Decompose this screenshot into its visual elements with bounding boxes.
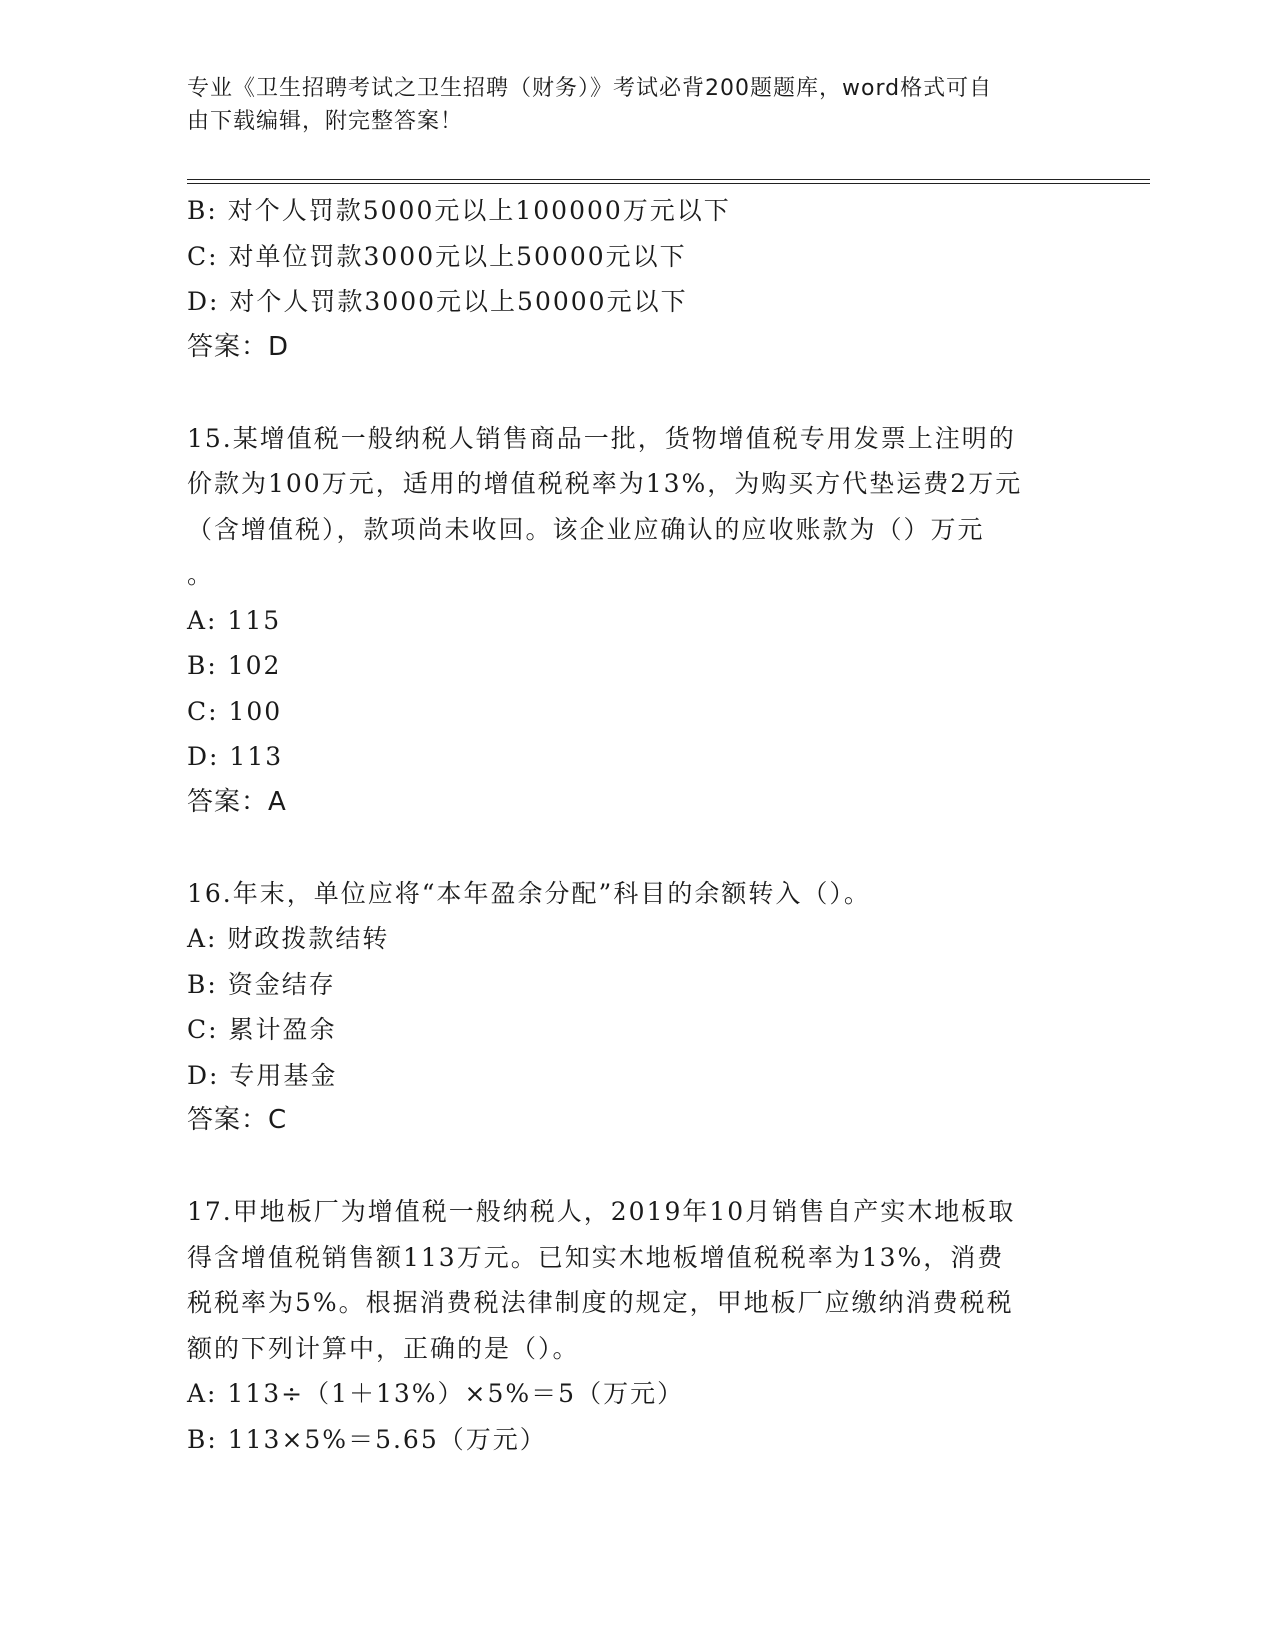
question-text-line: 额的下列计算中，正确的是（）。 xyxy=(187,1333,580,1363)
option-a: A: 财政拨款结转 xyxy=(187,924,390,953)
question-text-line: 17.甲地板厂为增值税一般纳税人，2019年10月销售自产实木地板取 xyxy=(187,1197,1016,1226)
question-text-line: 价款为100万元，适用的增值税税率为13%，为购买方代垫运费2万元 xyxy=(187,469,1023,498)
header-line-2: 由下载编辑，附完整答案！ xyxy=(187,109,464,134)
spacer xyxy=(187,825,1087,871)
answer: 答案：C xyxy=(187,1105,288,1135)
header-line-1: 专业《卫生招聘考试之卫生招聘（财务）》考试必背200题题库，word格式可自 xyxy=(187,76,993,101)
option-a: A: 113÷（1＋13%）×5%＝5（万元） xyxy=(187,1379,685,1408)
question-text-line: 16.年末，单位应将“本年盈余分配”科目的余额转入（）。 xyxy=(187,878,871,908)
question-15 xyxy=(187,416,1087,826)
question-text-line: 15.某增值税一般纳税人销售商品一批，货物增值税专用发票上注明的 xyxy=(187,423,1016,453)
header-divider-bottom xyxy=(187,183,1150,184)
question-content xyxy=(187,188,1087,1462)
option-c: C: 对单位罚款3000元以上50000元以下 xyxy=(187,241,687,271)
option-b: B: 对个人罚款5000元以上100000万元以下 xyxy=(187,196,731,225)
question-17 xyxy=(187,1189,1087,1462)
option-d: D: 113 xyxy=(187,742,284,771)
question-text-line: 得含增值税销售额113万元。已知实木地板增值税税率为13%，消费 xyxy=(187,1242,1005,1272)
question-16 xyxy=(187,871,1087,1144)
spacer xyxy=(187,370,1087,416)
question-text-line: 税税率为5%。根据消费税法律制度的规定，甲地板厂应缴纳消费税税 xyxy=(187,1288,1014,1317)
question-text-line: 。 xyxy=(187,560,215,589)
document-header xyxy=(187,72,1087,138)
option-b: B: 113×5%＝5.65（万元） xyxy=(187,1424,547,1454)
option-c: C: 100 xyxy=(187,696,283,726)
answer: 答案：A xyxy=(187,786,287,817)
spacer xyxy=(187,1144,1087,1190)
option-b: B: 102 xyxy=(187,651,282,680)
header-divider-top xyxy=(187,179,1150,180)
question-14 xyxy=(187,188,1087,370)
option-d: D: 对个人罚款3000元以上50000元以下 xyxy=(187,287,688,316)
option-b: B: 资金结存 xyxy=(187,969,336,999)
option-c: C: 累计盈余 xyxy=(187,1015,337,1044)
option-d: D: 专用基金 xyxy=(187,1060,338,1090)
question-text-line: （含增值税），款项尚未收回。该企业应确认的应收账款为（）万元 xyxy=(187,514,985,544)
option-a: A: 115 xyxy=(187,605,282,635)
answer: 答案：D xyxy=(187,331,290,362)
